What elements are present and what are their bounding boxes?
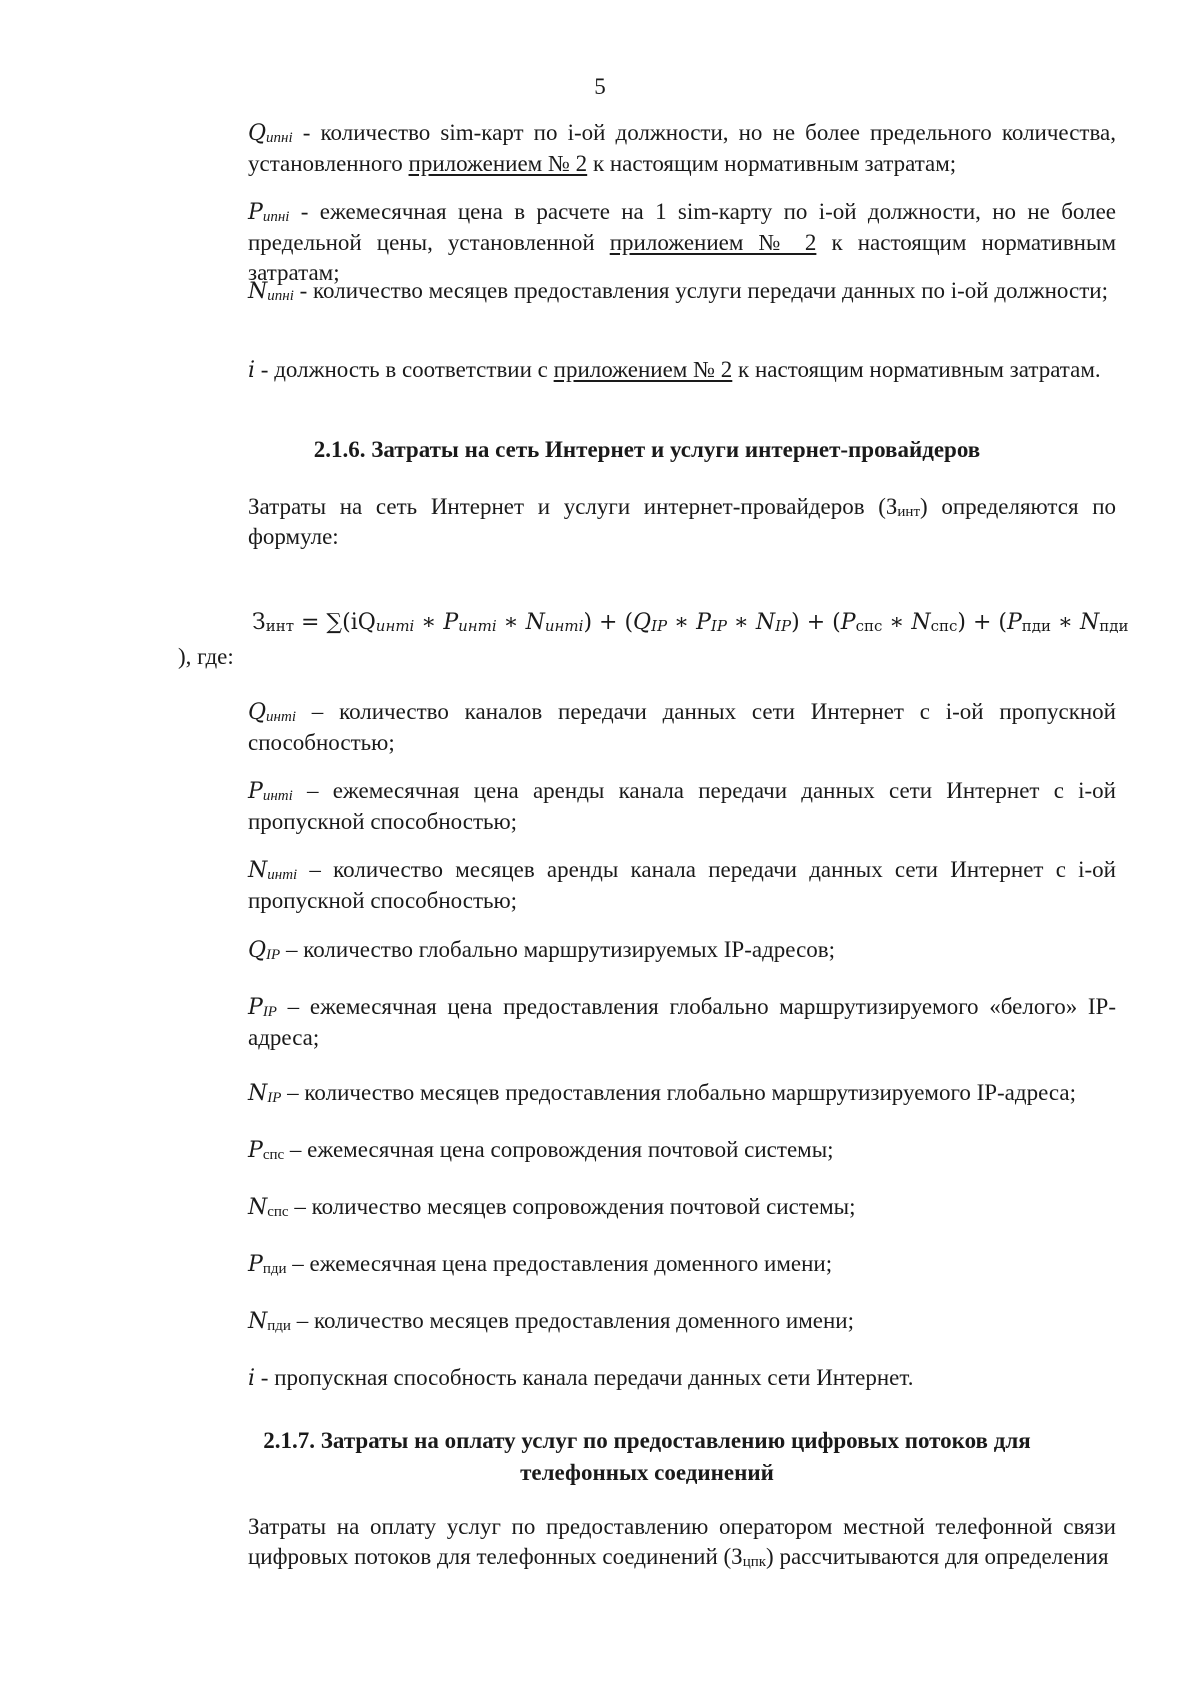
definition-text: – количество месяцев аренды канала передачи данных сети Интернет с i-ой пропускной способностью;: [248, 857, 1116, 913]
symbol-subscript: пди: [267, 1318, 291, 1334]
symbol: N: [248, 1195, 268, 1220]
definition-n-pdi: [178, 1306, 1116, 1337]
formula-lhs: З: [252, 610, 266, 635]
formula-sub: спс: [930, 617, 958, 635]
definition-q-ip: [178, 935, 1116, 966]
formula-sub: IP: [710, 617, 727, 635]
symbol: P: [248, 1252, 263, 1277]
symbol: i: [248, 358, 256, 383]
symbol: N: [248, 1309, 268, 1334]
formula-sub: IP: [651, 617, 668, 635]
symbol: Q: [248, 938, 267, 963]
section-2-1-6-intro: [178, 492, 1116, 552]
definition-text-after: к настоящим нормативным затратам.: [732, 357, 1101, 382]
intro-text: Затраты на сеть Интернет и услуги интернет-провайдеров (З: [248, 494, 898, 519]
formula-symbol: N: [1079, 610, 1100, 635]
symbol: P: [248, 1138, 263, 1163]
symbol: Q: [248, 121, 267, 146]
definition-n-ip: [178, 1078, 1116, 1109]
section-heading-2-1-6: 2.1.6. Затраты на сеть Интернет и услуги интернет-провайдеров: [313, 437, 981, 462]
definition-text: – ежемесячная цена предоставления доменного имени;: [286, 1251, 833, 1276]
definition-text: – количество каналов передачи данных сети Интернет с i-ой пропускной способностью;: [248, 699, 1116, 755]
definition-q-int: [178, 697, 1116, 758]
definition-text: – количество месяцев предоставления глобально маршрутизируемого IP-адреса;: [281, 1080, 1076, 1105]
section-heading-2-1-7: [178, 1425, 1116, 1489]
definition-text: - количество sim-карт по i-ой должности, но не более предельного количества, установленного: [248, 120, 1116, 176]
intro-subscript: инт: [897, 504, 921, 520]
symbol-subscript: интi: [267, 867, 298, 883]
page-number: 5: [594, 74, 606, 99]
symbol: P: [248, 200, 263, 225]
definition-text: - пропускная способность канала передачи данных сети Интернет.: [255, 1365, 914, 1390]
appendix-link[interactable]: приложением № 2: [553, 357, 733, 382]
formula-sub: интi: [458, 617, 497, 635]
symbol: N: [248, 1081, 268, 1106]
definition-n-ipn: [178, 276, 1116, 307]
symbol: N: [248, 858, 268, 883]
heading-line-1: 2.1.7. Затраты на оплату услуг по предоставлению цифровых потоков для: [263, 1428, 1031, 1453]
definition-p-ipn: [178, 197, 1116, 288]
formula-sub: интi: [544, 617, 584, 635]
symbol-subscript: IP: [267, 1090, 282, 1106]
intro-subscript: цпк: [742, 1554, 767, 1570]
symbol-subscript: интi: [262, 788, 293, 804]
formula-symbol: P: [840, 610, 856, 635]
symbol: i: [248, 1366, 256, 1391]
formula-symbol: P: [696, 610, 711, 635]
definition-text-after: к настоящим нормативным затратам;: [248, 230, 1116, 285]
formula-sub: IP: [775, 617, 792, 635]
symbol-subscript: пди: [262, 1261, 287, 1277]
formula-symbol: N: [525, 610, 545, 635]
formula-tail: ), где:: [178, 644, 234, 669]
definition-text: – ежемесячная цена сопровождения почтовой системы;: [284, 1137, 834, 1162]
formula-sub: пди: [1021, 617, 1052, 635]
definition-i-position: [178, 355, 1116, 386]
definition-q-ipn: [178, 118, 1116, 179]
definition-text: – ежемесячная цена предоставления глобально маршрутизируемого «белого» IP-адреса;: [248, 994, 1116, 1050]
symbol: P: [248, 779, 263, 804]
definition-text-after: к настоящим нормативным затратам;: [587, 151, 957, 176]
definition-n-int: [178, 855, 1116, 916]
symbol-subscript: ипнi: [262, 209, 290, 225]
formula-sub: спс: [855, 617, 883, 635]
symbol: P: [248, 995, 263, 1020]
definition-text: – ежемесячная цена аренды канала передачи данных сети Интернет с i-ой пропускной способностью;: [248, 778, 1116, 834]
formula-sub: интi: [375, 617, 415, 635]
intro-text: Затраты на оплату услуг по предоставлению оператором местной телефонной связи цифровых потоков для телефонных соединений (З: [248, 1514, 1116, 1569]
appendix-link[interactable]: приложением № 2: [408, 151, 588, 176]
definition-p-pdi: [178, 1249, 1116, 1280]
symbol-subscript: спс: [262, 1147, 285, 1163]
formula-sub: пди: [1099, 617, 1129, 635]
definition-text: - должность в соответствии с: [255, 357, 554, 382]
intro-text-after: ) рассчитываются для определения: [766, 1544, 1109, 1569]
appendix-link[interactable]: приложением № 2: [609, 230, 817, 255]
symbol: Q: [248, 700, 267, 725]
formula-symbol: Q: [633, 610, 652, 635]
symbol-subscript: спс: [267, 1204, 289, 1220]
formula-symbol: N: [911, 610, 931, 635]
definition-n-sps: [178, 1192, 1116, 1223]
symbol-subscript: IP: [262, 1004, 277, 1020]
formula-symbol: P: [443, 610, 459, 635]
definition-text: - количество месяцев предоставления услуги передачи данных по i-ой должности;: [293, 278, 1108, 303]
heading-line-2: телефонных соединений: [520, 1460, 774, 1485]
definition-p-int: [178, 776, 1116, 837]
symbol-subscript: ипнi: [266, 130, 293, 146]
definition-i-bandwidth: [178, 1363, 1116, 1394]
formula-lhs-subscript: инт: [265, 617, 295, 635]
definition-text: - ежемесячная цена в расчете на 1 sim-карту по i-ой должности, но не более предельной цены, установленной: [248, 199, 1116, 255]
formula-symbol: N: [755, 610, 776, 635]
definition-p-ip: [178, 992, 1116, 1053]
definition-p-sps: [178, 1135, 1116, 1166]
symbol-subscript: IP: [266, 947, 281, 963]
intro-text-after: ) определяются по формуле:: [248, 494, 1117, 549]
symbol: N: [248, 279, 268, 304]
formula-body-start: = ∑(iQ: [294, 610, 376, 635]
definition-text: – количество глобально маршрутизируемых IP-адресов;: [280, 937, 836, 962]
symbol-subscript: интi: [266, 709, 296, 725]
definition-text: – количество месяцев сопровождения почтовой системы;: [288, 1194, 856, 1219]
symbol-subscript: ипнi: [267, 288, 294, 304]
definition-text: – количество месяцев предоставления доменного имени;: [290, 1308, 854, 1333]
section-2-1-7-intro: [178, 1512, 1116, 1572]
formula-symbol: P: [1006, 610, 1022, 635]
formula-internet-costs: $З_{инт} = \sum(iQ_{интi}$ ∗ $P_{интi}$ ∗ $N_{интi}) + (Q_{IP}$ ∗ $P_{IP}$ ∗ $N_{IP}) + (P_{спс}$ ∗ $N_{спс}) + (P_{пди}$ ∗ $N_{пди}$: [252, 610, 1129, 635]
